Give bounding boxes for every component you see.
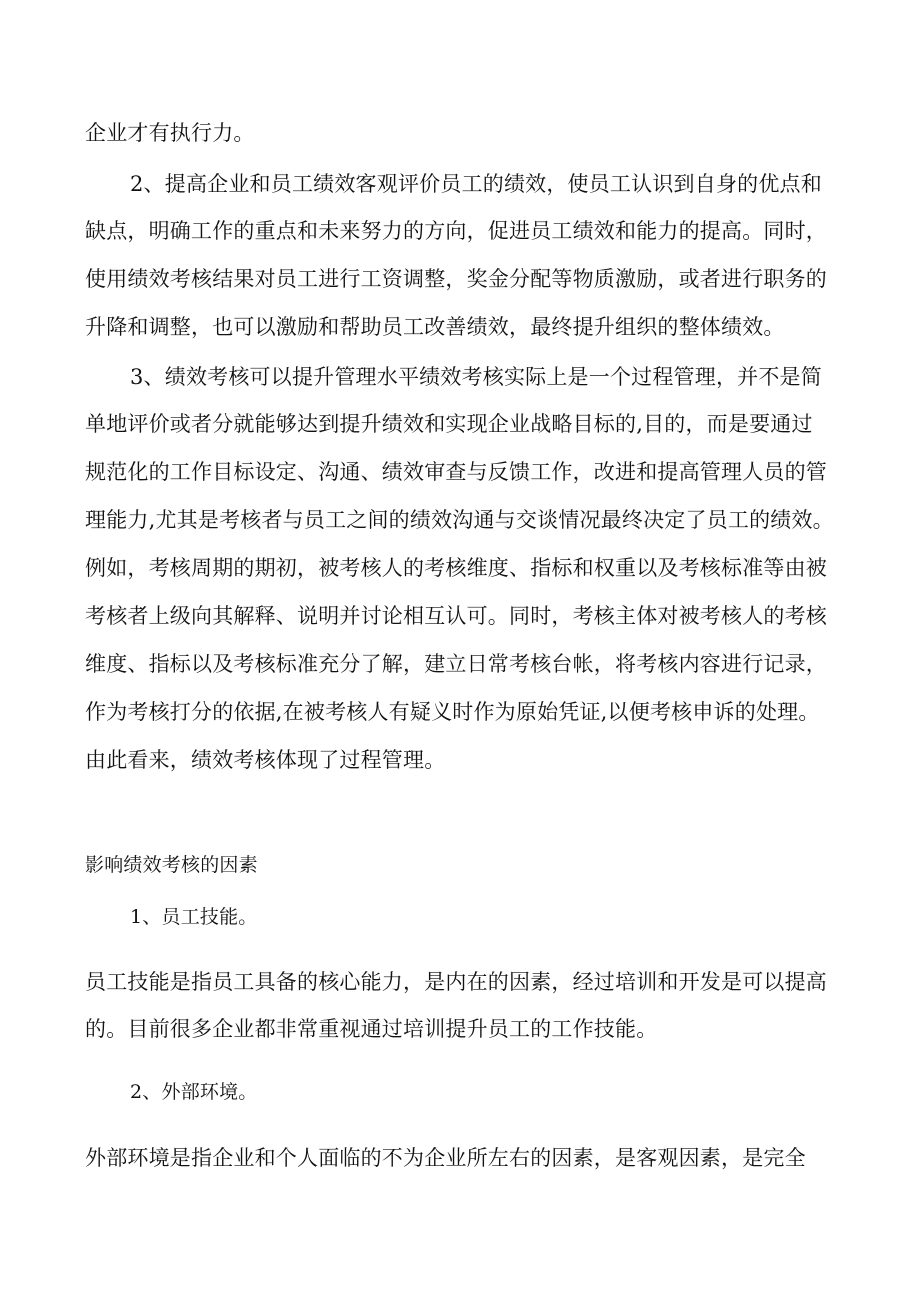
text-line: 升降和调整，也可以激励和帮助员工改善绩效，最终提升组织的整体绩效。 [85, 315, 785, 339]
text-line: 考核者上级向其解释、说明并讨论相互认可。同时，考核主体对被考核人的考核 [85, 604, 827, 628]
text-line: 2、提高企业和员工绩效客观评价员工的绩效，使员工认识到自身的优点和 [130, 172, 822, 196]
text-line: 使用绩效考核结果对员工进行工资调整，奖金分配等物质激励，或者进行职务的 [85, 267, 827, 291]
text-line: 3、绩效考核可以提升管理水平绩效考核实际上是一个过程管理，并不是简 [130, 365, 822, 389]
text-line: 外部环境是指企业和个人面临的不为企业所左右的因素，是客观因素，是完全 [85, 1146, 806, 1170]
text-line: 作为考核打分的依据,在被考核人有疑义时作为原始凭证,以便考核申诉的处理。 [85, 700, 820, 724]
section-heading: 影响绩效考核的因素 [85, 854, 258, 876]
text-line: 缺点，明确工作的重点和未来努力的方向，促进员工绩效和能力的提高。同时， [85, 219, 827, 243]
text-line: 的。目前很多企业都非常重视通过培训提升员工的工作技能。 [85, 1017, 658, 1041]
text-line: 维度、指标以及考核标准充分了解，建立日常考核台帐，将考核内容进行记录， [85, 652, 827, 676]
list-item-heading: 2、外部环境。 [130, 1081, 258, 1103]
text-line: 单地评价或者分就能够达到提升绩效和实现企业战略目标的,目的，而是要通过 [85, 412, 813, 436]
text-line: 规范化的工作目标设定、沟通、绩效审查与反馈工作，改进和提高管理人员的管 [85, 460, 827, 484]
text-line: 企业才有执行力。 [85, 121, 255, 145]
text-line: 例如，考核周期的期初，被考核人的考核维度、指标和权重以及考核标准等由被 [85, 556, 827, 580]
text-line: 由此看来，绩效考核体现了过程管理。 [85, 748, 446, 772]
text-line: 理能力,尤其是考核者与员工之间的绩效沟通与交谈情况最终决定了员工的绩效。 [85, 508, 834, 532]
text-line: 员工技能是指员工具备的核心能力，是内在的因素，经过培训和开发是可以提高 [85, 970, 827, 994]
list-item-heading: 1、员工技能。 [130, 906, 258, 928]
